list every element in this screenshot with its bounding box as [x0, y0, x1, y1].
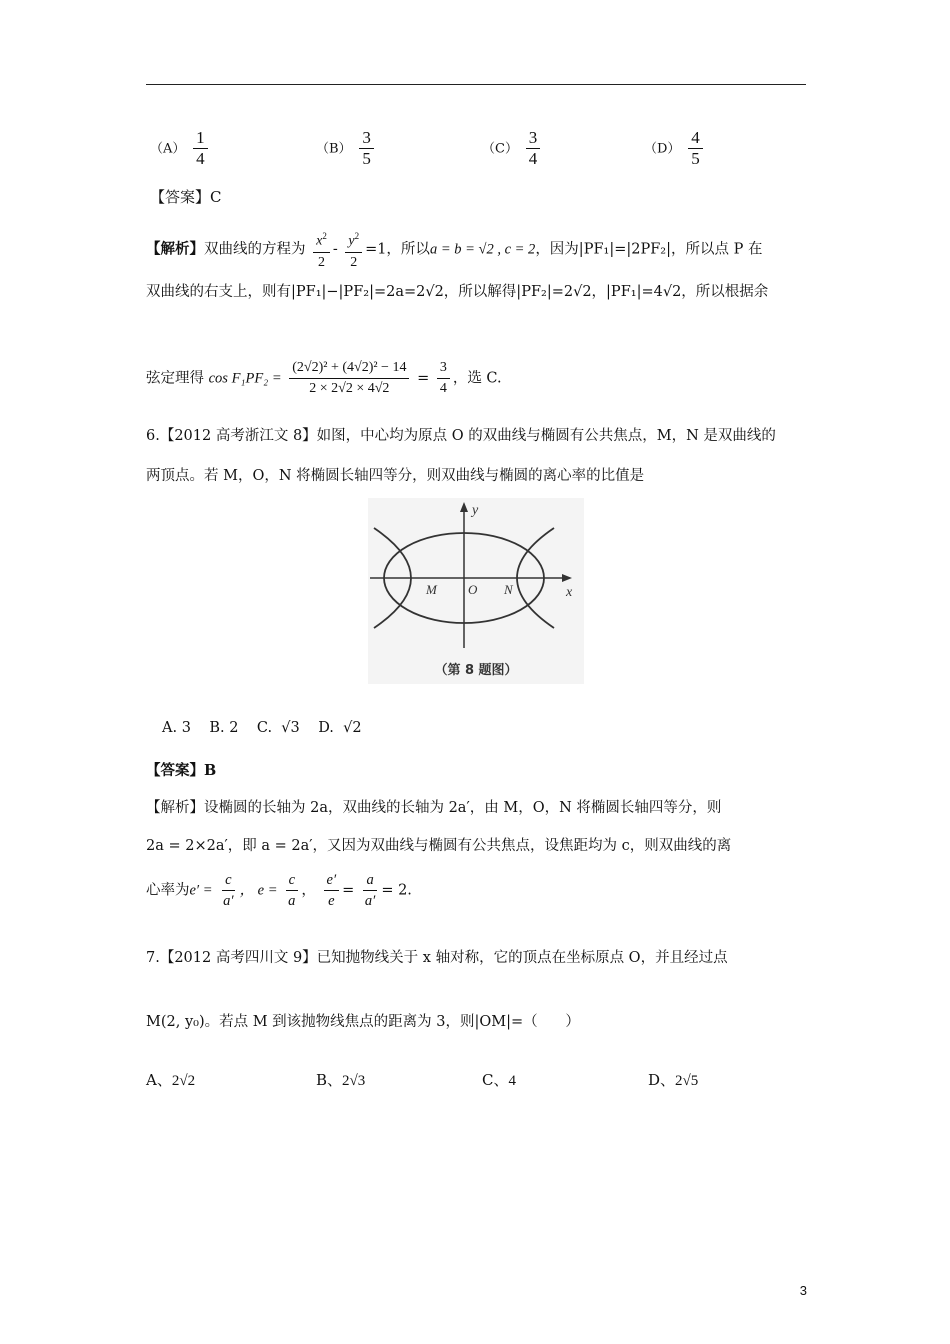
cos-label: cos F₁PF₂ = — [208, 370, 282, 387]
option-value: 4 — [508, 1073, 516, 1089]
option-label: A、 — [146, 1071, 172, 1089]
fraction: $\frac{3}{4}$ — [526, 128, 541, 169]
q5-option-a — [150, 128, 211, 169]
q5-analysis-line-1: 【解析】双曲线的方程为 $\frac{x^2}{2}$ - $\frac{y^2}{2}$ =1，所以a = b = √2 , c = 2，因为|PF₁|=|2PF₂|，所以点 P 在 — [146, 226, 762, 273]
analysis-text: 弦定理得 — [146, 370, 204, 387]
q6-figure — [368, 498, 584, 684]
q6-analysis-line-1: 【解析】设椭圆的长轴为 2a，双曲线的长轴为 2a′，由 M，O，N 将椭圆长轴四等分，则 — [146, 800, 722, 816]
q6-analysis-line-2: 2a = 2×2a′，即 a = 2a′，又因为双曲线与椭圆有公共焦点，设焦距均为 c，则双曲线的离 — [146, 838, 732, 854]
q7-option-c — [482, 1070, 516, 1091]
fraction: $\frac{4}{5}$ — [688, 128, 703, 169]
analysis-text: 双曲线的方程为 — [204, 241, 306, 258]
option-label: C、 — [482, 1071, 509, 1089]
q7-option-a — [146, 1070, 195, 1091]
fraction: $\frac{3}{5}$ — [359, 128, 374, 169]
option-label: （A） — [150, 141, 186, 157]
fraction-c-over-a: $\frac{c}{a}$ — [285, 870, 298, 911]
q6-stem-line-1: 6.【2012 高考浙江文 8】如图，中心均为原点 O 的双曲线与椭圆有公共焦点，M，N 是双曲线的 — [146, 428, 776, 444]
fraction-e-ratio: $\frac{e'}{e}$ — [324, 870, 340, 911]
fraction-c-over-a-prime: $\frac{c}{a'}$ — [223, 872, 234, 909]
q5-option-c — [482, 128, 543, 169]
q7-option-d — [648, 1070, 698, 1091]
fraction: $\frac{1}{4}$ — [193, 128, 208, 169]
q5-analysis-line-2: 双曲线的右支上，则有|PF₁|−|PF₂|=2a=2√2，所以解得|PF₂|=2√2，|PF₁|=4√2，所以根据余 — [146, 284, 769, 300]
analysis-text: =1，所以 — [365, 241, 430, 258]
q6-answer: 【答案】B — [146, 762, 217, 779]
option-value: 2√2 — [171, 1073, 196, 1089]
figure-caption: （第 8 题图） — [434, 663, 518, 678]
x-axis-label: x — [566, 585, 573, 600]
option-value: 2√5 — [675, 1073, 699, 1089]
cos-fraction: $\frac{\text{(2√2)² + (4√2)² − 14}}{2 \times 2√2 \times 4√2}$ — [289, 358, 409, 399]
q5-option-b — [316, 128, 377, 169]
fraction-x2: $\frac{x^2}{2}$ — [313, 226, 330, 273]
option-label: B、 — [316, 1071, 343, 1089]
option-label: D、 — [648, 1071, 676, 1089]
analysis-tag: 【解析】 — [146, 240, 204, 258]
n-label: N — [504, 582, 513, 597]
o-label: O — [468, 582, 478, 597]
header-rule — [146, 84, 806, 85]
option-label: （D） — [644, 141, 681, 157]
page-number: 3 — [799, 1283, 807, 1298]
q6-stem-line-2: 两顶点。若 M，O，N 将椭圆长轴四等分，则双曲线与椭圆的离心率的比值是 — [146, 468, 645, 484]
q7-option-b — [316, 1070, 365, 1091]
q6-analysis-line-3: 心率为e′ = $\frac{c}{a'}$ ， e = $\frac{c}{a}$ ， $\frac{e'}{e}$ = $\frac{a}{a'}$ = 2. — [146, 872, 412, 909]
analysis-text: ，因为|PF₁|=|2PF₂|，所以点 P 在 — [535, 241, 763, 258]
m-label: M — [426, 582, 437, 597]
q5-answer: 【答案】C — [150, 188, 222, 206]
option-value: 2√3 — [342, 1073, 366, 1089]
figure-svg — [368, 498, 584, 684]
fraction-y2: $\frac{y^2}{2}$ — [345, 226, 362, 273]
analysis-text: 心率为 — [146, 882, 190, 899]
q7-stem-line-1: 7.【2012 高考四川文 9】已知抛物线关于 x 轴对称，它的顶点在坐标原点 O，并且经过点 — [146, 950, 728, 966]
fraction-a-over-a-prime: $\frac{a}{a'}$ — [364, 872, 376, 909]
math-expression: a = b = √2 , c = 2 — [429, 241, 536, 258]
result-text: = 2. — [381, 882, 412, 899]
q7-stem-line-2: M(2, y₀)。若点 M 到该抛物线焦点的距离为 3，则|OM|=（ ） — [146, 1014, 580, 1030]
q5-option-d — [644, 128, 706, 169]
q6-options: A. 3 B. 2 C. √3 D. √2 — [162, 720, 362, 736]
option-label: （C） — [482, 141, 518, 157]
result-fraction: $\frac{3}{4}$ — [437, 358, 450, 399]
y-axis-label: y — [472, 503, 479, 518]
analysis-text: ，选 C. — [452, 370, 502, 387]
option-label: （B） — [316, 141, 352, 157]
q5-analysis-line-3: 弦定理得 cos F₁PF₂ = $\frac{\text{(2√2)² + (4√2)² − 14}}{2 \times 2√2 \times 4√2}$ = $\frac{3}{4}$ ，选 C. — [146, 358, 502, 399]
